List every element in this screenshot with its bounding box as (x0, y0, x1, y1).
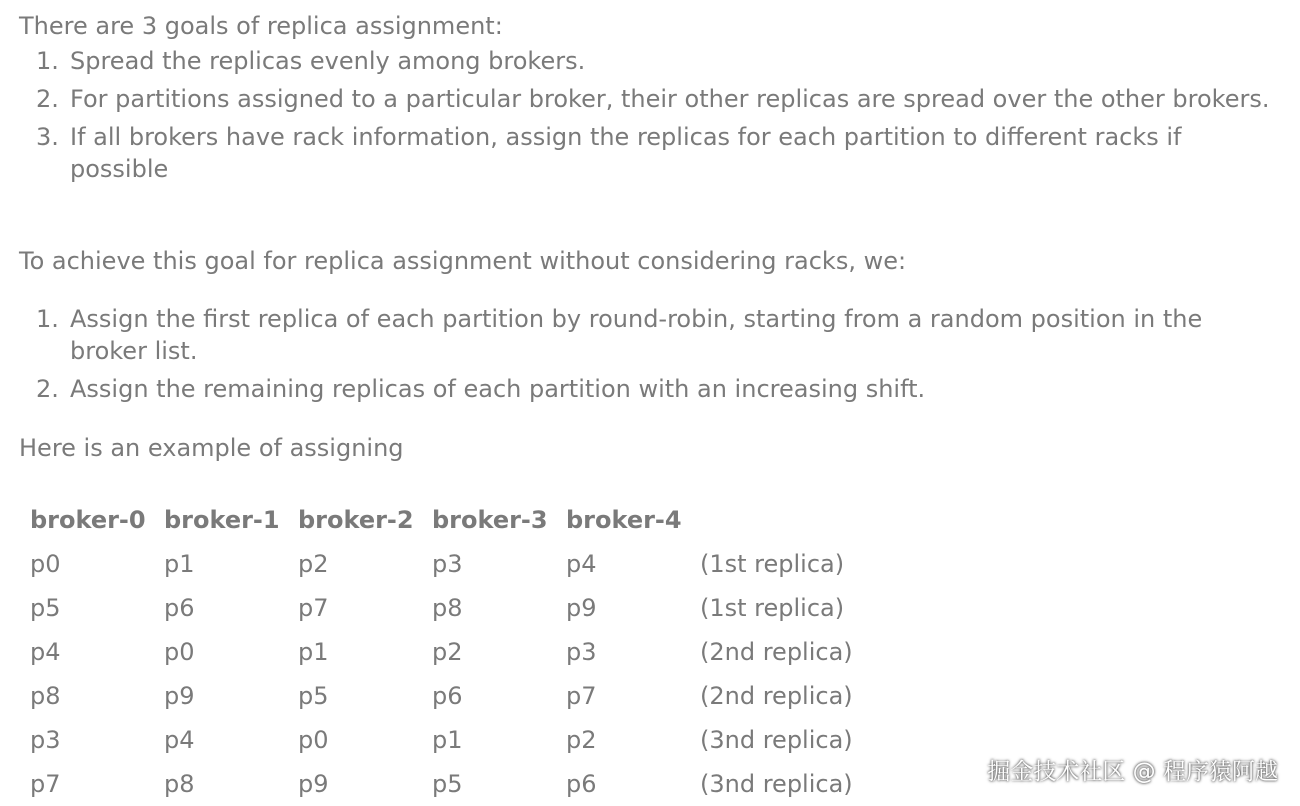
table-row (30, 762, 900, 806)
table-header-row (30, 498, 900, 542)
table-row (30, 674, 900, 718)
list-item-text: Assign the first replica of each partition by round-robin, starting from a random position in the broker list. (70, 305, 1203, 365)
assignment-table (30, 498, 900, 806)
table-cell: p8 (164, 770, 195, 798)
table-cell: p9 (298, 770, 329, 798)
list-item-text: For partitions assigned to a particular broker, their other replicas are spread over the other brokers. (70, 85, 1270, 113)
table-cell: p6 (566, 770, 597, 798)
list-number: 2. (36, 85, 59, 113)
list-number: 2. (36, 375, 59, 403)
watermark: 掘金技术社区 @ 程序猿阿越 (987, 759, 1278, 785)
table-header-cell: broker-4 (566, 506, 682, 534)
table-cell: p1 (298, 638, 329, 666)
list-item (36, 83, 1286, 115)
table-cell: p4 (164, 726, 195, 754)
table-row (30, 542, 900, 586)
table-cell: p0 (30, 550, 61, 578)
table-cell: p2 (566, 726, 597, 754)
table-cell: p5 (30, 594, 61, 622)
table-cell: p4 (30, 638, 61, 666)
table-cell: p1 (164, 550, 195, 578)
table-header-cell: broker-2 (298, 506, 414, 534)
table-cell: p3 (432, 550, 463, 578)
approach-text: To achieve this goal for replica assignment without considering racks, we: (19, 247, 907, 275)
table-cell: (1st replica) (700, 550, 845, 578)
table-cell: p6 (432, 682, 463, 710)
goals-list (36, 45, 1286, 185)
table-cell: p8 (30, 682, 61, 710)
table-cell: p7 (566, 682, 597, 710)
list-item (36, 45, 1286, 77)
steps-list (36, 303, 1286, 405)
intro-text: There are 3 goals of replica assignment: (19, 12, 503, 40)
table-cell: p5 (432, 770, 463, 798)
list-item-text: Spread the replicas evenly among brokers. (70, 47, 586, 75)
table-cell: (2nd replica) (700, 682, 853, 710)
table-header-cell: broker-3 (432, 506, 548, 534)
table-row (30, 718, 900, 762)
table-cell: (3nd replica) (700, 770, 853, 798)
table-cell: p2 (432, 638, 463, 666)
table-cell: (1st replica) (700, 594, 845, 622)
table-header-cell: broker-0 (30, 506, 146, 534)
table-cell: p2 (298, 550, 329, 578)
list-item-text: Assign the remaining replicas of each partition with an increasing shift. (70, 375, 926, 403)
list-item (36, 121, 1286, 185)
table-cell: (3nd replica) (700, 726, 853, 754)
table-cell: p0 (164, 638, 195, 666)
list-item (36, 303, 1286, 367)
table-cell: p5 (298, 682, 329, 710)
table-cell: p3 (566, 638, 597, 666)
table-cell: p9 (566, 594, 597, 622)
table-cell: p4 (566, 550, 597, 578)
list-number: 1. (36, 305, 59, 333)
list-item (36, 373, 1286, 405)
list-item-text: If all brokers have rack information, assign the replicas for each partition to different racks if possible (70, 123, 1182, 183)
table-cell: p3 (30, 726, 61, 754)
table-cell: p9 (164, 682, 195, 710)
table-cell: p0 (298, 726, 329, 754)
list-number: 1. (36, 47, 59, 75)
table-row (30, 630, 900, 674)
table-cell: p7 (298, 594, 329, 622)
table-row (30, 586, 900, 630)
example-intro-text: Here is an example of assigning (19, 434, 404, 462)
table-cell: p6 (164, 594, 195, 622)
table-header-cell: broker-1 (164, 506, 280, 534)
table-cell: p7 (30, 770, 61, 798)
list-number: 3. (36, 123, 59, 151)
table-cell: p1 (432, 726, 463, 754)
table-cell: p8 (432, 594, 463, 622)
table-cell: (2nd replica) (700, 638, 853, 666)
